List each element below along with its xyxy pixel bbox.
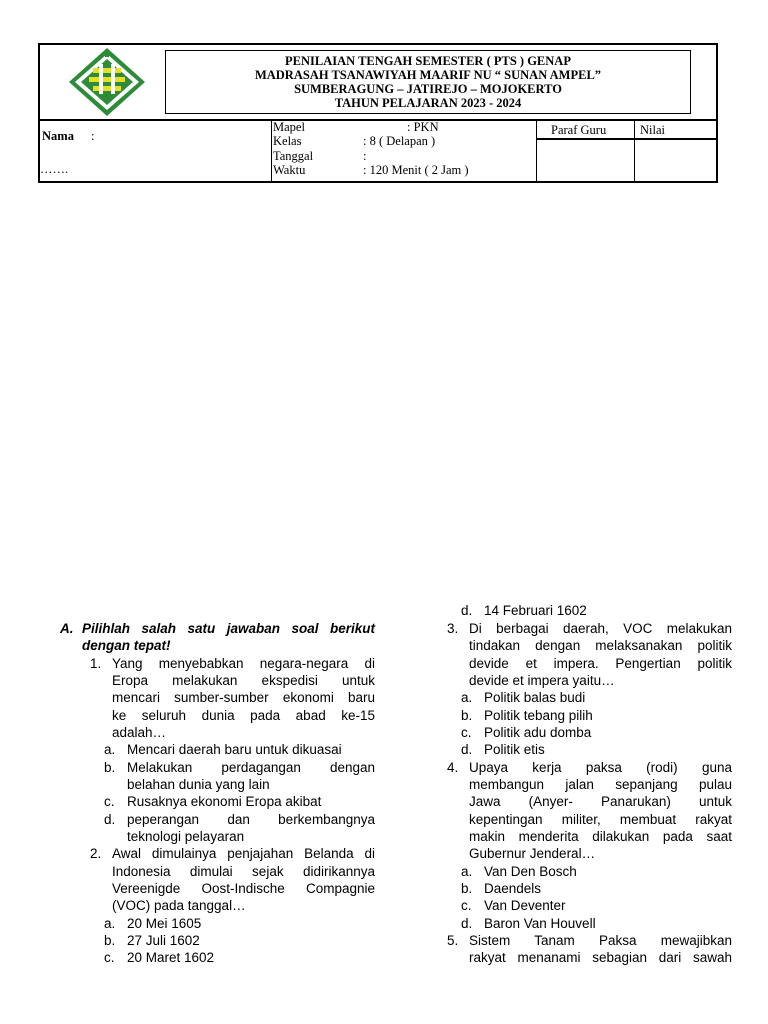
nama-colon: :	[91, 129, 95, 143]
option-letter[interactable]: b.	[104, 760, 116, 775]
option-text[interactable]: Politik adu domba	[484, 725, 592, 740]
title-line-1: PENILAIAN TENGAH SEMESTER ( PTS ) GENAP	[285, 54, 571, 68]
option-text[interactable]: belahan dunia yang lain	[127, 777, 270, 792]
option-letter[interactable]: c.	[104, 950, 115, 965]
title-line-2: MADRASAH TSANAWIYAH MAARIF NU “ SUNAN AMPEL”	[254, 68, 602, 82]
question-text: rakyat menanami sebagian dari sawah	[469, 950, 732, 965]
tanggal-label: Tanggal	[273, 149, 314, 163]
question-text: Yang menyebabkan negara-negara di	[112, 656, 375, 671]
question-text: Jawa (Anyer- Panarukan) untuk	[469, 794, 732, 809]
kelas-value: : 8 ( Delapan )	[363, 134, 436, 148]
mapel-label: Mapel	[273, 120, 305, 134]
nama-label: Nama	[42, 129, 74, 143]
question-text: membangun jalan sepanjang pulau	[469, 777, 732, 792]
option-letter[interactable]: c.	[104, 794, 115, 809]
kelas-label: Kelas	[273, 134, 302, 148]
question-text: Awal dimulainya penjajahan Belanda di	[112, 846, 375, 861]
section-instruction: Pilihlah salah satu jawaban soal berikut	[82, 621, 375, 636]
option-text[interactable]: Rusaknya ekonomi Eropa akibat	[127, 794, 322, 809]
option-text[interactable]: Politik etis	[484, 742, 545, 757]
question-text: tindakan dengan melaksanakan politik	[469, 638, 732, 653]
section-letter: A.	[60, 621, 74, 636]
option-text[interactable]: 20 Maret 1602	[127, 950, 215, 965]
option-text[interactable]: 14 Februari 1602	[484, 603, 587, 618]
question-text: (VOC) pada tanggal…	[112, 898, 246, 913]
question-text: ke seluruh dunia pada abad ke-15	[112, 708, 375, 723]
header-divider	[38, 119, 718, 121]
option-text[interactable]: Politik balas budi	[484, 690, 586, 705]
question-text: Upaya kerja paksa (rodi) guna	[469, 760, 732, 775]
option-letter[interactable]: a.	[104, 742, 116, 757]
section-instruction: dengan tepat!	[82, 638, 171, 653]
question-number: 3.	[447, 621, 459, 636]
option-text[interactable]: Baron Van Houvell	[484, 916, 596, 931]
waktu-value: : 120 Menit ( 2 Jam )	[363, 163, 469, 177]
option-letter[interactable]: b.	[104, 933, 116, 948]
tanggal-value: :	[363, 149, 367, 163]
option-text[interactable]: peperangan dan berkembangnya	[127, 812, 375, 827]
question-text: Eropa melakukan ekspedisi untuk	[112, 673, 375, 688]
option-letter[interactable]: c.	[461, 725, 472, 740]
question-text: devide et impera yaitu…	[469, 673, 615, 688]
option-text[interactable]: Daendels	[484, 881, 542, 896]
question-number: 5.	[447, 933, 459, 948]
question-text: Gubernur Jenderal…	[469, 846, 596, 861]
title-line-3: SUMBERAGUNG – JATIREJO – MOJOKERTO	[294, 82, 562, 96]
question-text: mencari sumber-sumber ekonomi baru	[112, 690, 375, 705]
option-text[interactable]: 20 Mei 1605	[127, 916, 202, 931]
waktu-label: Waktu	[273, 163, 306, 177]
option-letter[interactable]: a.	[104, 916, 116, 931]
option-text[interactable]: Politik tebang pilih	[484, 708, 593, 723]
option-letter[interactable]: d.	[461, 916, 473, 931]
option-text[interactable]: Van Den Bosch	[484, 864, 577, 879]
nilai-field[interactable]	[635, 140, 717, 182]
question-number: 1.	[90, 656, 102, 671]
question-number: 2.	[90, 846, 102, 861]
option-letter[interactable]: b.	[461, 881, 473, 896]
paraf-guru-label: Paraf Guru	[551, 123, 607, 137]
option-letter[interactable]: d.	[461, 603, 473, 618]
title-line-4: TAHUN PELAJARAN 2023 - 2024	[334, 96, 522, 110]
option-letter[interactable]: b.	[461, 708, 473, 723]
option-text[interactable]: 27 Juli 1602	[127, 933, 200, 948]
option-letter[interactable]: d.	[104, 812, 116, 827]
question-text: Indonesia dimulai sejak didirikannya	[112, 864, 375, 879]
nama-field[interactable]: …….	[40, 162, 69, 176]
option-letter[interactable]: a.	[461, 864, 473, 879]
question-text: adalah…	[112, 725, 167, 740]
option-letter[interactable]: d.	[461, 742, 473, 757]
option-text[interactable]: Melakukan perdagangan dengan	[127, 760, 375, 775]
question-text: kepentingan militer, membuat rakyat	[469, 812, 732, 827]
option-letter[interactable]: c.	[461, 898, 472, 913]
option-text[interactable]: Mencari daerah baru untuk dikuasai	[127, 742, 342, 757]
question-text: Di berbagai daerah, VOC melakukan	[469, 621, 732, 636]
option-text[interactable]: teknologi pelayaran	[127, 829, 245, 844]
question-number: 4.	[447, 760, 459, 775]
question-text: Vereenigde Oost-Indische Compagnie	[112, 881, 375, 896]
paraf-guru-field[interactable]	[537, 140, 634, 182]
school-logo	[66, 46, 148, 118]
column-divider	[271, 121, 272, 183]
exam-title	[165, 50, 691, 114]
option-letter[interactable]: a.	[461, 690, 473, 705]
option-text[interactable]: Van Deventer	[484, 898, 566, 913]
question-text: devide et impera. Pengertian politik	[469, 656, 732, 671]
mapel-value: : PKN	[407, 120, 439, 134]
question-text: Sistem Tanam Paksa mewajibkan	[469, 933, 732, 948]
nilai-label: Nilai	[640, 123, 665, 137]
question-text: makin menderita dilakukan pada saat	[469, 829, 732, 844]
